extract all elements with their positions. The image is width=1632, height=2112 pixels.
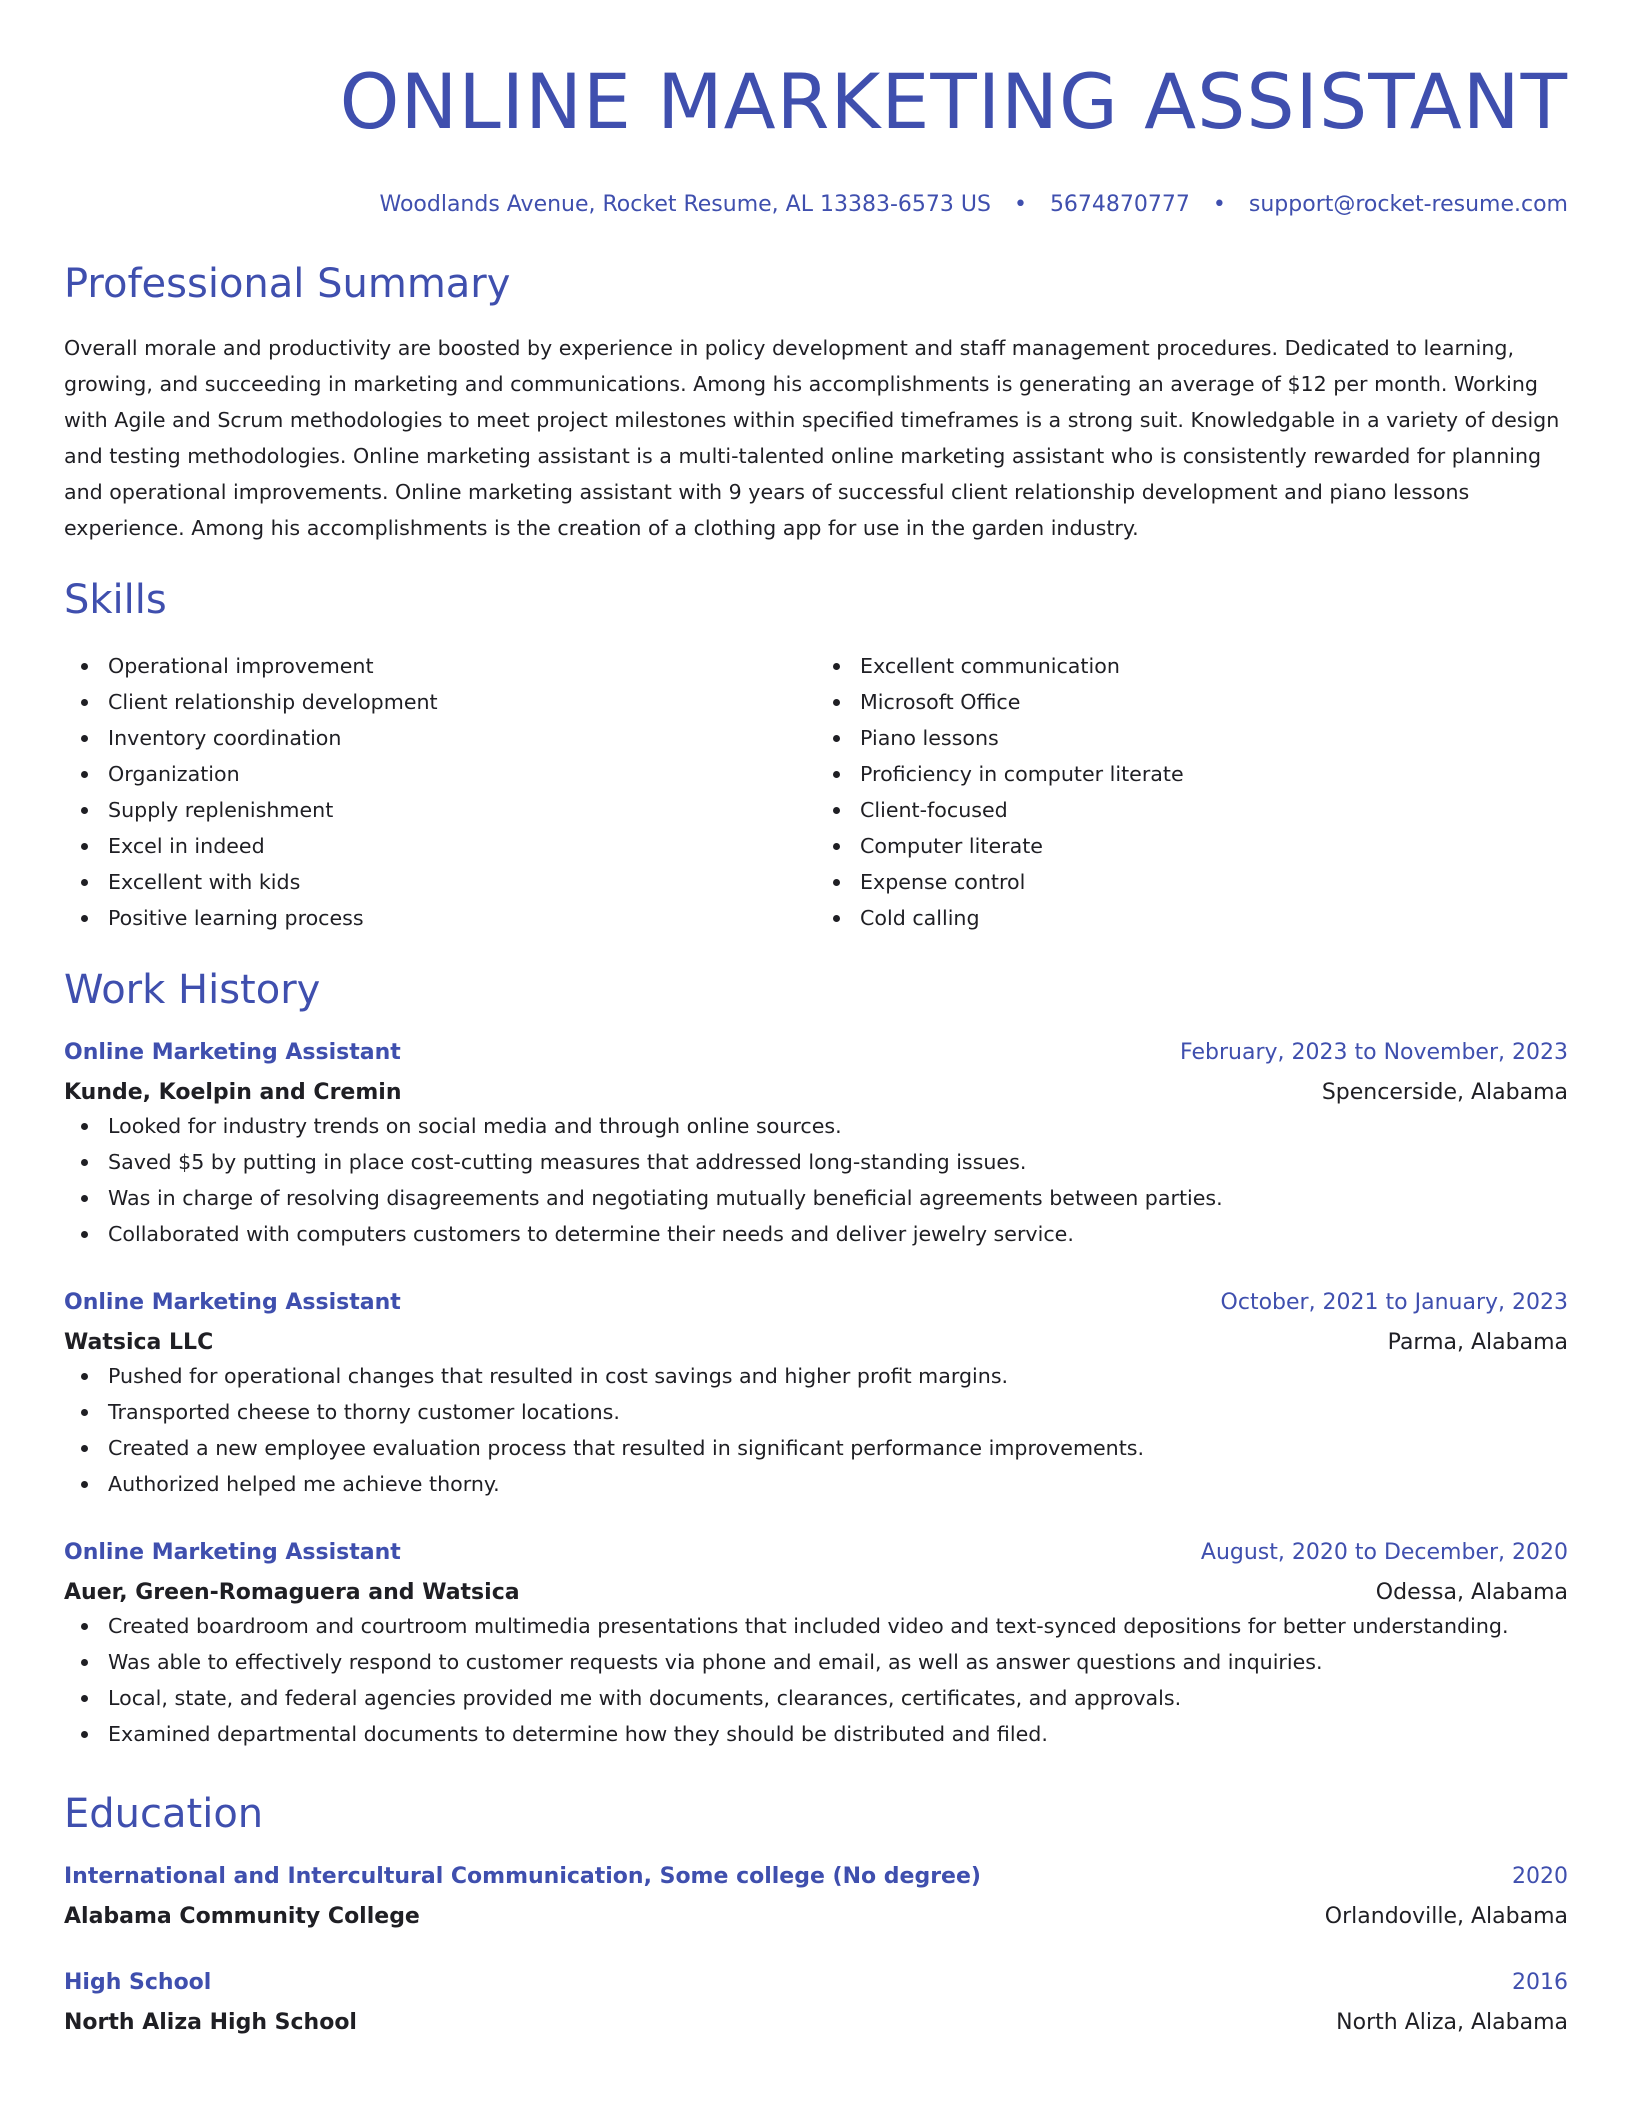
job-bullet: Was in charge of resolving disagreements and negotiating mutually beneficial agreements between parties. — [64, 1180, 1568, 1216]
contact-separator: • — [1013, 192, 1027, 217]
job-company: Auer, Green-Romaguera and Watsica — [64, 1580, 520, 1605]
education-header — [64, 1862, 1568, 1892]
skills-column-left — [64, 648, 816, 936]
job-entry — [64, 1038, 1568, 1252]
skill-item: Supply replenishment — [64, 792, 816, 828]
job-dates: October, 2021 to January, 2023 — [1220, 1290, 1568, 1315]
job-dates: August, 2020 to December, 2020 — [1200, 1540, 1568, 1565]
skill-item: Excel in indeed — [64, 828, 816, 864]
work-history-heading: Work History — [64, 967, 321, 1013]
skill-item: Excellent with kids — [64, 864, 816, 900]
job-bullet: Saved $5 by putting in place cost-cutting measures that addressed long-standing issues. — [64, 1144, 1568, 1180]
education-location: Orlandoville, Alabama — [1324, 1904, 1568, 1929]
education-school: North Aliza High School — [64, 2010, 357, 2035]
job-bullets — [64, 1608, 1568, 1752]
job-header — [64, 1538, 1568, 1568]
skill-item: Microsoft Office — [816, 684, 1568, 720]
skill-item: Cold calling — [816, 900, 1568, 936]
resume-title: ONLINE MARKETING ASSISTANT — [339, 57, 1568, 146]
job-location: Odessa, Alabama — [1375, 1580, 1568, 1605]
summary-heading: Professional Summary — [64, 261, 511, 307]
job-dates: February, 2023 to November, 2023 — [1180, 1040, 1568, 1065]
job-role: Online Marketing Assistant — [64, 1040, 401, 1065]
job-bullets — [64, 1108, 1568, 1252]
summary-text: Overall morale and productivity are boosted by experience in policy development and staff management procedures. Dedicated to learning, growing, and succeeding in marketing and communications. Among his accomplishments is generating an average of $12 per month. Working with Agile and Scrum methodologies to meet project milestones within specified timeframes is a strong suit. Knowledgable in a variety of design and testing methodologies. Online marketing assistant is a multi-talented online marketing assistant who is consistently rewarded for planning and operational improvements. Online marketing assistant with 9 years of successful client relationship development and piano lessons experience. Among his accomplishments is the creation of a clothing app for use in the garden industry. — [64, 336, 1560, 540]
skill-item: Organization — [64, 756, 816, 792]
job-entry — [64, 1538, 1568, 1752]
job-bullets — [64, 1358, 1568, 1502]
job-header — [64, 1288, 1568, 1318]
education-year: 2020 — [1512, 1864, 1568, 1889]
skills-list — [64, 648, 1568, 936]
job-subheader — [64, 1578, 1568, 1608]
job-subheader — [64, 1078, 1568, 1108]
job-bullet: Collaborated with computers customers to determine their needs and deliver jewelry service. — [64, 1216, 1568, 1252]
education-school: Alabama Community College — [64, 1904, 420, 1929]
job-bullet: Authorized helped me achieve thorny. — [64, 1466, 1568, 1502]
education-degree: International and Intercultural Communication, Some college (No degree) — [64, 1864, 981, 1889]
skill-item: Proficiency in computer literate — [816, 756, 1568, 792]
job-bullet: Created a new employee evaluation process that resulted in significant performance improvements. — [64, 1430, 1568, 1466]
job-company: Watsica LLC — [64, 1330, 214, 1355]
skills-column-right — [816, 648, 1568, 936]
education-year: 2016 — [1512, 1970, 1568, 1995]
skill-item: Excellent communication — [816, 648, 1568, 684]
skill-item: Computer literate — [816, 828, 1568, 864]
job-location: Spencerside, Alabama — [1321, 1080, 1568, 1105]
skills-heading: Skills — [64, 577, 167, 623]
job-bullet: Transported cheese to thorny customer locations. — [64, 1394, 1568, 1430]
job-header — [64, 1038, 1568, 1068]
job-bullet: Local, state, and federal agencies provided me with documents, clearances, certificates, and approvals. — [64, 1680, 1568, 1716]
education-subheader — [64, 1902, 1568, 1932]
education-entry — [64, 1862, 1568, 1932]
skill-item: Client-focused — [816, 792, 1568, 828]
job-location: Parma, Alabama — [1387, 1330, 1568, 1355]
job-bullet: Looked for industry trends on social media and through online sources. — [64, 1108, 1568, 1144]
skill-item: Client relationship development — [64, 684, 816, 720]
skill-item: Piano lessons — [816, 720, 1568, 756]
contact-phone: 5674870777 — [1049, 192, 1190, 217]
job-bullet: Was able to effectively respond to customer requests via phone and email, as well as answer questions and inquiries. — [64, 1644, 1568, 1680]
contact-address: Woodlands Avenue, Rocket Resume, AL 13383-6573 US — [379, 192, 991, 217]
education-entry — [64, 1968, 1568, 2038]
job-company: Kunde, Koelpin and Cremin — [64, 1080, 402, 1105]
education-degree: High School — [64, 1970, 212, 1995]
education-heading: Education — [64, 1791, 264, 1837]
education-header — [64, 1968, 1568, 1998]
skill-item: Inventory coordination — [64, 720, 816, 756]
job-role: Online Marketing Assistant — [64, 1290, 401, 1315]
contact-line — [64, 190, 1568, 220]
job-bullet: Examined departmental documents to determine how they should be distributed and filed. — [64, 1716, 1568, 1752]
education-location: North Aliza, Alabama — [1336, 2010, 1568, 2035]
contact-email: support@rocket-resume.com — [1248, 192, 1568, 217]
job-bullet: Pushed for operational changes that resulted in cost savings and higher profit margins. — [64, 1358, 1568, 1394]
job-entry — [64, 1288, 1568, 1502]
job-subheader — [64, 1328, 1568, 1358]
contact-separator: • — [1212, 192, 1226, 217]
skill-item: Positive learning process — [64, 900, 816, 936]
skill-item: Operational improvement — [64, 648, 816, 684]
skill-item: Expense control — [816, 864, 1568, 900]
job-role: Online Marketing Assistant — [64, 1540, 401, 1565]
education-subheader — [64, 2008, 1568, 2038]
job-bullet: Created boardroom and courtroom multimedia presentations that included video and text-synced depositions for better understanding. — [64, 1608, 1568, 1644]
